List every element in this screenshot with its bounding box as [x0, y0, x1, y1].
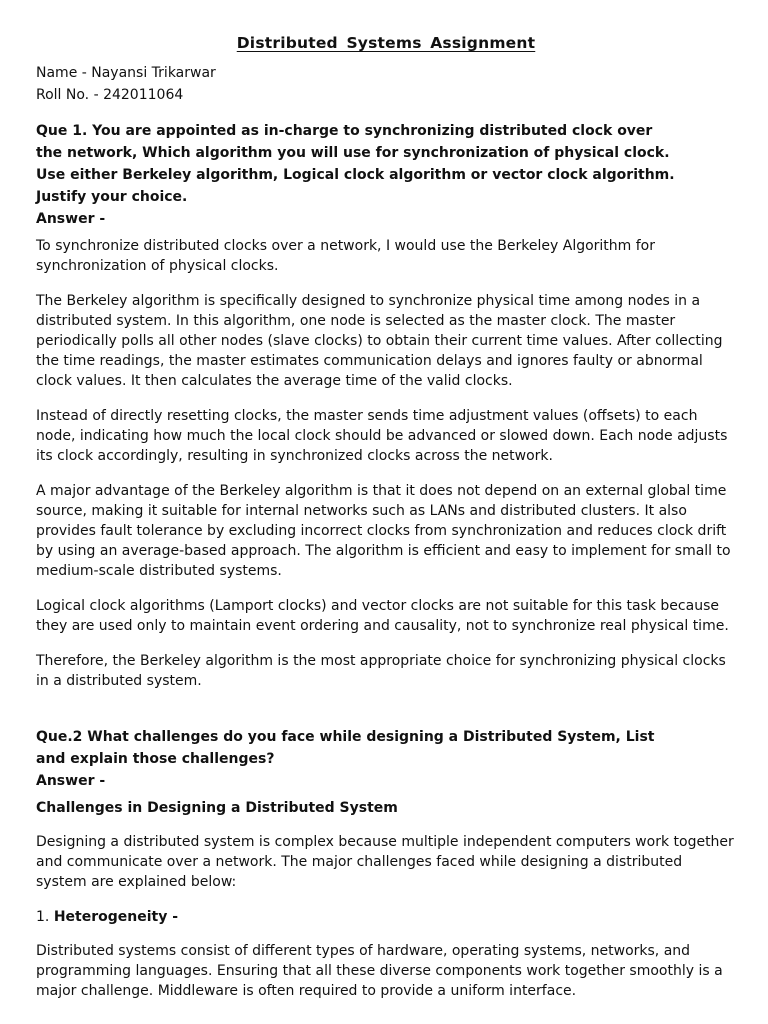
question-1-answer-label: Answer -	[36, 211, 106, 227]
q1-paragraph: Therefore, the Berkeley algorithm is the most appropriate choice for synchronizing physical clocks in a distributed system.	[36, 653, 726, 689]
challenge-1-heading	[36, 907, 736, 927]
student-info	[36, 62, 736, 106]
challenge-1-text: Distributed systems consist of different types of hardware, operating systems, networks, and programming languages. Ensuring that all these diverse components work together smoothly is a major challenge. Middleware is often required to provide a uniform interface.	[36, 943, 723, 999]
q1-paragraph: The Berkeley algorithm is specifically designed to synchronize physical time among nodes in a distributed system. In this algorithm, one node is selected as the master clock. The master periodically polls all other nodes (slave clocks) to obtain their current time values. After collecting the time readings, the master estimates communication delays and ignores faulty or abnormal clock values. It then calculates the average time of the valid clocks.	[36, 293, 723, 389]
question-2-text: Que.2 What challenges do you face while designing a Distributed System, List and explain those challenges?	[36, 729, 655, 767]
q1-paragraph: Logical clock algorithms (Lamport clocks) and vector clocks are not suitable for this task because they are used only to maintain event ordering and causality, not to synchronize real physical time.	[36, 598, 729, 634]
section-gap	[36, 706, 736, 726]
question-2-section	[36, 726, 736, 1001]
roll-number: Roll No. - 242011064	[36, 87, 184, 103]
question-1-text: Que 1. You are appointed as in-charge to synchronizing distributed clock over the network, Which algorithm you will use for synchronization of physical clock. Use either Berkeley algorithm, Logical clock algorithm or vector clock algorithm. Justify your choice.	[36, 123, 675, 205]
challenge-1-title: Heterogeneity -	[53, 909, 179, 925]
document-title: Distributed Systems Assignment	[236, 34, 536, 52]
document-page	[36, 34, 736, 1016]
question-1-section	[36, 120, 736, 691]
q1-paragraph: A major advantage of the Berkeley algorithm is that it does not depend on an external global time source, making it suitable for internal networks such as LANs and distributed clusters. It also provides fault tolerance by excluding incorrect clocks from synchronization and reduces clock drift by using an average-based approach. The algorithm is efficient and easy to implement for small to medium-scale distributed systems.	[36, 483, 731, 579]
q1-paragraph: To synchronize distributed clocks over a network, I would use the Berkeley Algorithm for synchronization of physical clocks.	[36, 238, 656, 274]
challenge-1-number: 1.	[36, 909, 54, 925]
challenges-intro: Designing a distributed system is complex because multiple independent computers work together and communicate over a network. The major challenges faced while designing a distributed system are explained below:	[36, 834, 734, 890]
q1-paragraph: Instead of directly resetting clocks, the master sends time adjustment values (offsets) to each node, indicating how much the local clock should be advanced or slowed down. Each node adjusts its clock accordingly, resulting in synchronized clocks across the network.	[36, 408, 728, 464]
student-name: Name - Nayansi Trikarwar	[36, 65, 216, 81]
question-2-answer-label: Answer -	[36, 773, 106, 789]
challenges-heading: Challenges in Designing a Distributed System	[36, 800, 398, 816]
